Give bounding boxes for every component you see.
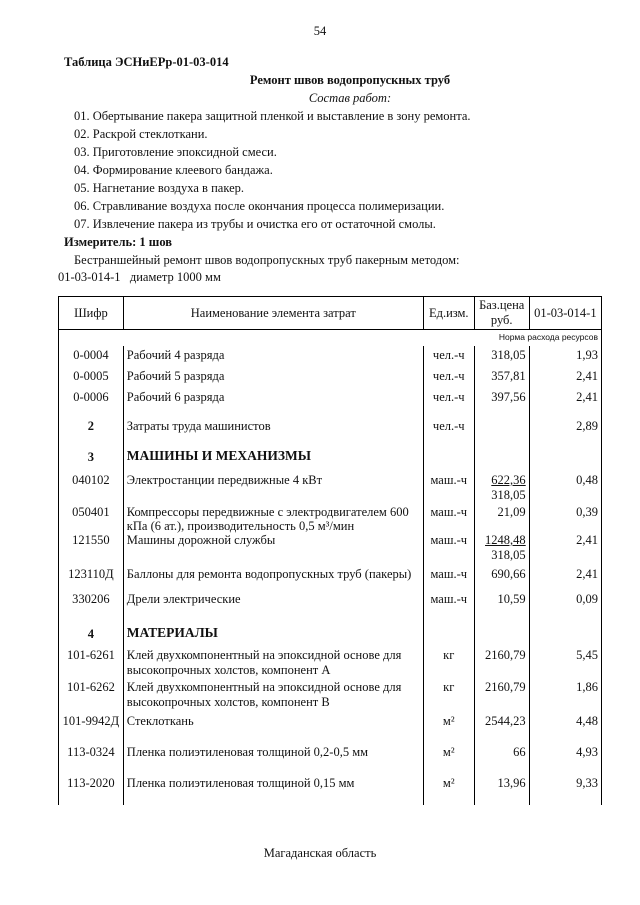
cell-value: 2,41: [529, 363, 601, 384]
cell-unit: чел.-ч: [423, 363, 474, 384]
cell-price: [474, 413, 529, 442]
cell-unit: маш.-ч: [423, 582, 474, 619]
cell-price: 622,36: [491, 473, 526, 487]
page-number: 54: [313, 24, 327, 38]
cell-name: Стеклоткань: [123, 710, 423, 729]
norm-label: Норма расхода ресурсов: [59, 330, 602, 347]
cell-price: 21,09: [474, 503, 529, 533]
work-item: 07. Извлечение пакера из трубы и очистка его от остаточной смолы.: [74, 217, 436, 231]
section-machines: МАШИНЫ И МЕХАНИЗМЫ: [123, 442, 423, 465]
table-row: [59, 503, 602, 533]
cell-price: 66: [474, 729, 529, 760]
table-row: [59, 465, 602, 503]
cell-price: 357,81: [474, 363, 529, 384]
cell-shifr: 0-0005: [59, 363, 124, 384]
cell-shifr: 123110Д: [59, 563, 124, 582]
cell-name: Рабочий 6 разряда: [123, 384, 423, 413]
cell-unit: маш.-ч: [423, 533, 474, 563]
header-unit: Ед.изм.: [423, 297, 474, 330]
cell-unit: чел.-ч: [423, 413, 474, 442]
cell-value: 4,48: [529, 710, 601, 729]
cell-price: 397,56: [474, 384, 529, 413]
cell-unit: маш.-ч: [423, 503, 474, 533]
work-item: 04. Формирование клеевого бандажа.: [74, 163, 273, 177]
cell-name: Рабочий 5 разряда: [123, 363, 423, 384]
cell-shifr: 0-0006: [59, 384, 124, 413]
table-header-row: [59, 297, 602, 330]
cell-price: 318,05: [474, 346, 529, 363]
cell-name: Дрели электрические: [123, 582, 423, 619]
cell-price: 10,59: [474, 582, 529, 619]
table-row: [59, 346, 602, 363]
cell-value: 2,41: [529, 563, 601, 582]
table-row: [59, 642, 602, 678]
cell-value: 2,41: [529, 384, 601, 413]
work-composition-title: Состав работ:: [308, 91, 392, 105]
page-footer: Магаданская область: [263, 846, 377, 860]
cell-price-secondary: 318,05: [491, 488, 526, 502]
cell-price: 2544,23: [474, 710, 529, 729]
code-line: 01-03-014-1 диаметр 1000 мм: [58, 270, 221, 284]
cell-shifr: 2: [59, 413, 124, 442]
cell-shifr: 330206: [59, 582, 124, 619]
header-price: Баз.цена руб.: [474, 297, 529, 330]
cell-price: 2160,79: [474, 678, 529, 710]
cell-name: Электростанции передвижные 4 кВт: [123, 465, 423, 503]
cell-unit: м²: [423, 760, 474, 805]
cell-value: 2,89: [529, 413, 601, 442]
table-row: [59, 442, 602, 465]
table-row: [59, 363, 602, 384]
cell-value: 9,33: [529, 760, 601, 805]
cell-price: 13,96: [474, 760, 529, 805]
cell-shifr: 050401: [59, 503, 124, 533]
resource-table: [58, 296, 602, 805]
cell-price: 690,66: [474, 563, 529, 582]
table-row: [59, 413, 602, 442]
table-row: [59, 678, 602, 710]
table-row: [59, 760, 602, 805]
work-item: 01. Обертывание пакера защитной пленкой и выставление в зону ремонта.: [74, 109, 471, 123]
table-row: [59, 582, 602, 619]
section-title: Ремонт швов водопропускных труб: [249, 73, 451, 87]
cell-shifr: 3: [59, 442, 124, 465]
work-item: 02. Раскрой стеклоткани.: [74, 127, 208, 141]
cell-shifr: 121550: [59, 533, 124, 563]
cell-value: 0,39: [529, 503, 601, 533]
cell-shifr: 0-0004: [59, 346, 124, 363]
table-row: [59, 384, 602, 413]
cell-unit: м²: [423, 710, 474, 729]
cell-value: 2,41: [529, 533, 601, 563]
cell-unit: кг: [423, 678, 474, 710]
cell-shifr: 101-6261: [59, 642, 124, 678]
table-row: [59, 729, 602, 760]
cell-unit: чел.-ч: [423, 346, 474, 363]
cell-value: 0,09: [529, 582, 601, 619]
cell-unit: кг: [423, 642, 474, 678]
cell-value: 1,86: [529, 678, 601, 710]
cell-name: Баллоны для ремонта водопропускных труб (пакеры): [123, 563, 423, 582]
cell-name: Машины дорожной службы: [123, 533, 423, 563]
cell-shifr: 113-2020: [59, 760, 124, 805]
cell-price: 2160,79: [474, 642, 529, 678]
work-item: 05. Нагнетание воздуха в пакер.: [74, 181, 245, 195]
cell-price-secondary: 318,05: [491, 548, 526, 562]
work-item: 03. Приготовление эпоксидной смеси.: [74, 145, 277, 159]
cell-value: 0,48: [529, 465, 601, 503]
cell-name: Затраты труда машинистов: [123, 413, 423, 442]
cell-name: Клей двухкомпонентный на эпоксидной основе для высокопрочных холстов, компонент В: [123, 678, 423, 710]
work-item: 06. Стравливание воздуха после окончания процесса полимеризации.: [74, 199, 445, 213]
cell-shifr: 4: [59, 619, 124, 642]
table-row: [59, 533, 602, 563]
table-row: [59, 619, 602, 642]
cell-name: Клей двухкомпонентный на эпоксидной основе для высокопрочных холстов, компонент А: [123, 642, 423, 678]
header-name: Наименование элемента затрат: [123, 297, 423, 330]
header-shifr: Шифр: [59, 297, 124, 330]
table-row: [59, 710, 602, 729]
cell-value: 1,93: [529, 346, 601, 363]
method-text: Бестраншейный ремонт швов водопропускных труб пакерным методом:: [74, 253, 460, 267]
measure-unit: Измеритель: 1 шов: [64, 235, 173, 249]
cell-unit: маш.-ч: [423, 465, 474, 503]
cell-unit: чел.-ч: [423, 384, 474, 413]
cell-shifr: 101-6262: [59, 678, 124, 710]
cell-name: Пленка полиэтиленовая толщиной 0,2-0,5 мм: [123, 729, 423, 760]
table-row: [59, 563, 602, 582]
section-materials: МАТЕРИАЛЫ: [123, 619, 423, 642]
cell-shifr: 040102: [59, 465, 124, 503]
header-code: 01-03-014-1: [529, 297, 601, 330]
table-title: Таблица ЭСНиЕРр-01-03-014: [64, 55, 229, 69]
cell-shifr: 113-0324: [59, 729, 124, 760]
cell-name: Пленка полиэтиленовая толщиной 0,15 мм: [123, 760, 423, 805]
cell-value: 5,45: [529, 642, 601, 678]
cell-name: Компрессоры передвижные с электродвигателем 600 кПа (6 ат.), производительность 0,5 м³/мин: [123, 503, 423, 533]
cell-unit: маш.-ч: [423, 563, 474, 582]
cell-shifr: 101-9942Д: [59, 710, 124, 729]
cell-unit: м²: [423, 729, 474, 760]
cell-value: 4,93: [529, 729, 601, 760]
cell-price: 1248,48: [485, 533, 526, 547]
cell-name: Рабочий 4 разряда: [123, 346, 423, 363]
